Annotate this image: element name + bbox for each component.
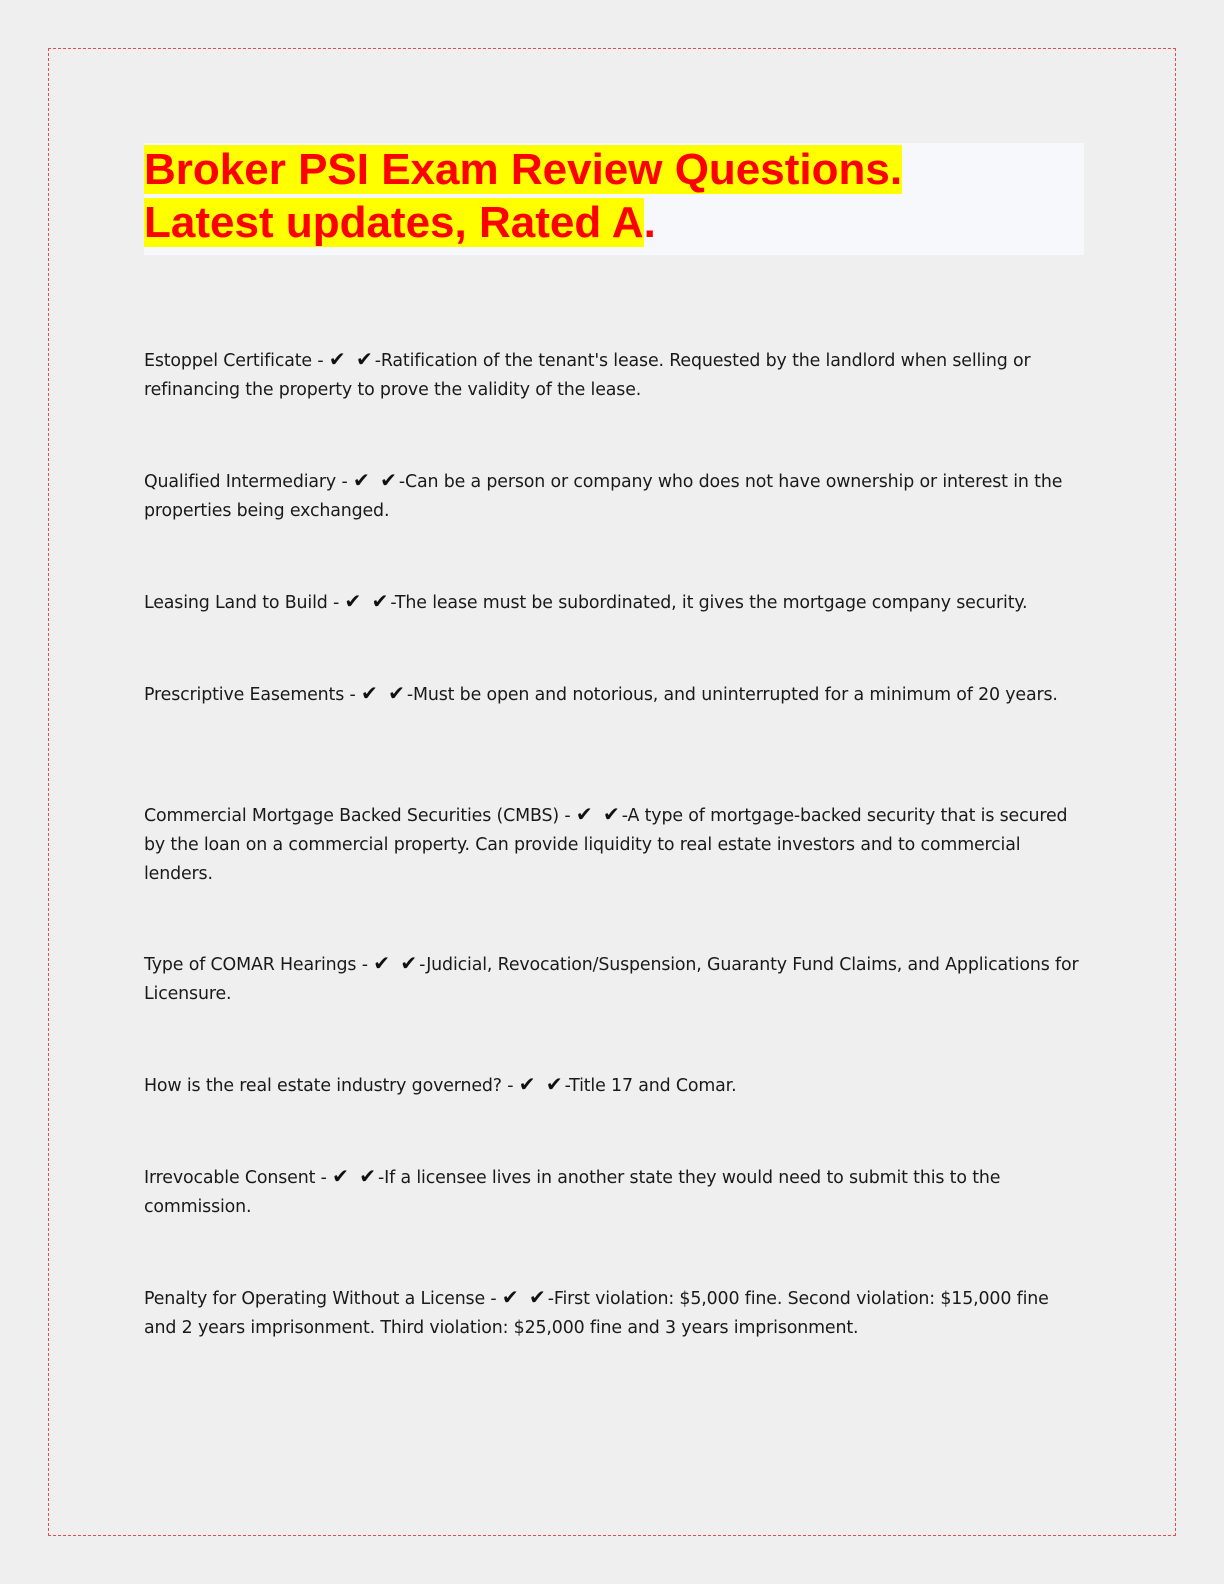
title-line-1: [144, 143, 1084, 196]
qa-entry: [144, 587, 1084, 618]
qa-answer: -A type of mortgage-backed security that is secured by the loan on a commercial property. Can provide liquidity to real estate investors and to commercial lenders.: [144, 806, 1068, 884]
qa-entry: [144, 1283, 1084, 1343]
title-line-2-tail: .: [643, 198, 656, 247]
qa-term: Qualified Intermediary -: [144, 472, 353, 492]
qa-answer: -First violation: $5,000 fine. Second violation: $15,000 fine and 2 years imprisonment. Third violation: $25,000 fine and 3 years imprisonment.: [144, 1289, 1049, 1338]
double-check-icon: ✔ ✔: [344, 589, 391, 613]
qa-entry: [144, 679, 1084, 710]
qa-entry: [144, 800, 1084, 889]
double-check-icon: ✔ ✔: [373, 951, 420, 975]
qa-term: Irrevocable Consent -: [144, 1168, 333, 1188]
qa-term: Estoppel Certificate -: [144, 351, 329, 371]
document-title: [144, 143, 1084, 255]
qa-answer: -The lease must be subordinated, it gives the mortgage company security.: [390, 593, 1028, 613]
double-check-icon: ✔ ✔: [575, 802, 622, 826]
qa-answer: -Must be open and notorious, and uninterrupted for a minimum of 20 years.: [406, 685, 1058, 705]
qa-entry: [144, 466, 1084, 526]
double-check-icon: ✔ ✔: [332, 1164, 378, 1188]
qa-answer: -Judicial, Revocation/Suspension, Guaranty Fund Claims, and Applications for Licensure.: [144, 955, 1079, 1004]
qa-answer: -Ratification of the tenant's lease. Requested by the landlord when selling or refinancing the property to prove the validity of the lease.: [144, 351, 1031, 400]
double-check-icon: ✔ ✔: [361, 681, 407, 705]
double-check-icon: ✔ ✔: [328, 347, 375, 371]
qa-term: Prescriptive Easements -: [144, 685, 361, 705]
qa-term: Commercial Mortgage Backed Securities (CMBS) -: [144, 806, 576, 826]
title-line-2-highlighted-text: Latest updates, Rated A: [144, 198, 644, 247]
qa-entry: [144, 345, 1084, 405]
qa-entry: [144, 1162, 1084, 1222]
qa-term: How is the real estate industry governed? -: [144, 1076, 519, 1096]
qa-term: Leasing Land to Build -: [144, 593, 345, 613]
qa-entry: [144, 949, 1084, 1009]
qa-term: Type of COMAR Hearings -: [144, 955, 374, 975]
qa-answer: -Title 17 and Comar.: [564, 1076, 737, 1096]
double-check-icon: ✔ ✔: [501, 1285, 548, 1309]
qa-term: Penalty for Operating Without a License -: [144, 1289, 502, 1309]
qa-entry: [144, 1070, 1084, 1101]
qa-answer: -Can be a person or company who does not have ownership or interest in the properties being exchanged.: [144, 472, 1063, 521]
qa-answer: -If a licensee lives in another state they would need to submit this to the commission.: [144, 1168, 1001, 1217]
double-check-icon: ✔ ✔: [352, 468, 399, 492]
title-line-1-text: Broker PSI Exam Review Questions.: [144, 145, 903, 194]
title-line-2: [144, 196, 1084, 249]
double-check-icon: ✔ ✔: [518, 1072, 565, 1096]
